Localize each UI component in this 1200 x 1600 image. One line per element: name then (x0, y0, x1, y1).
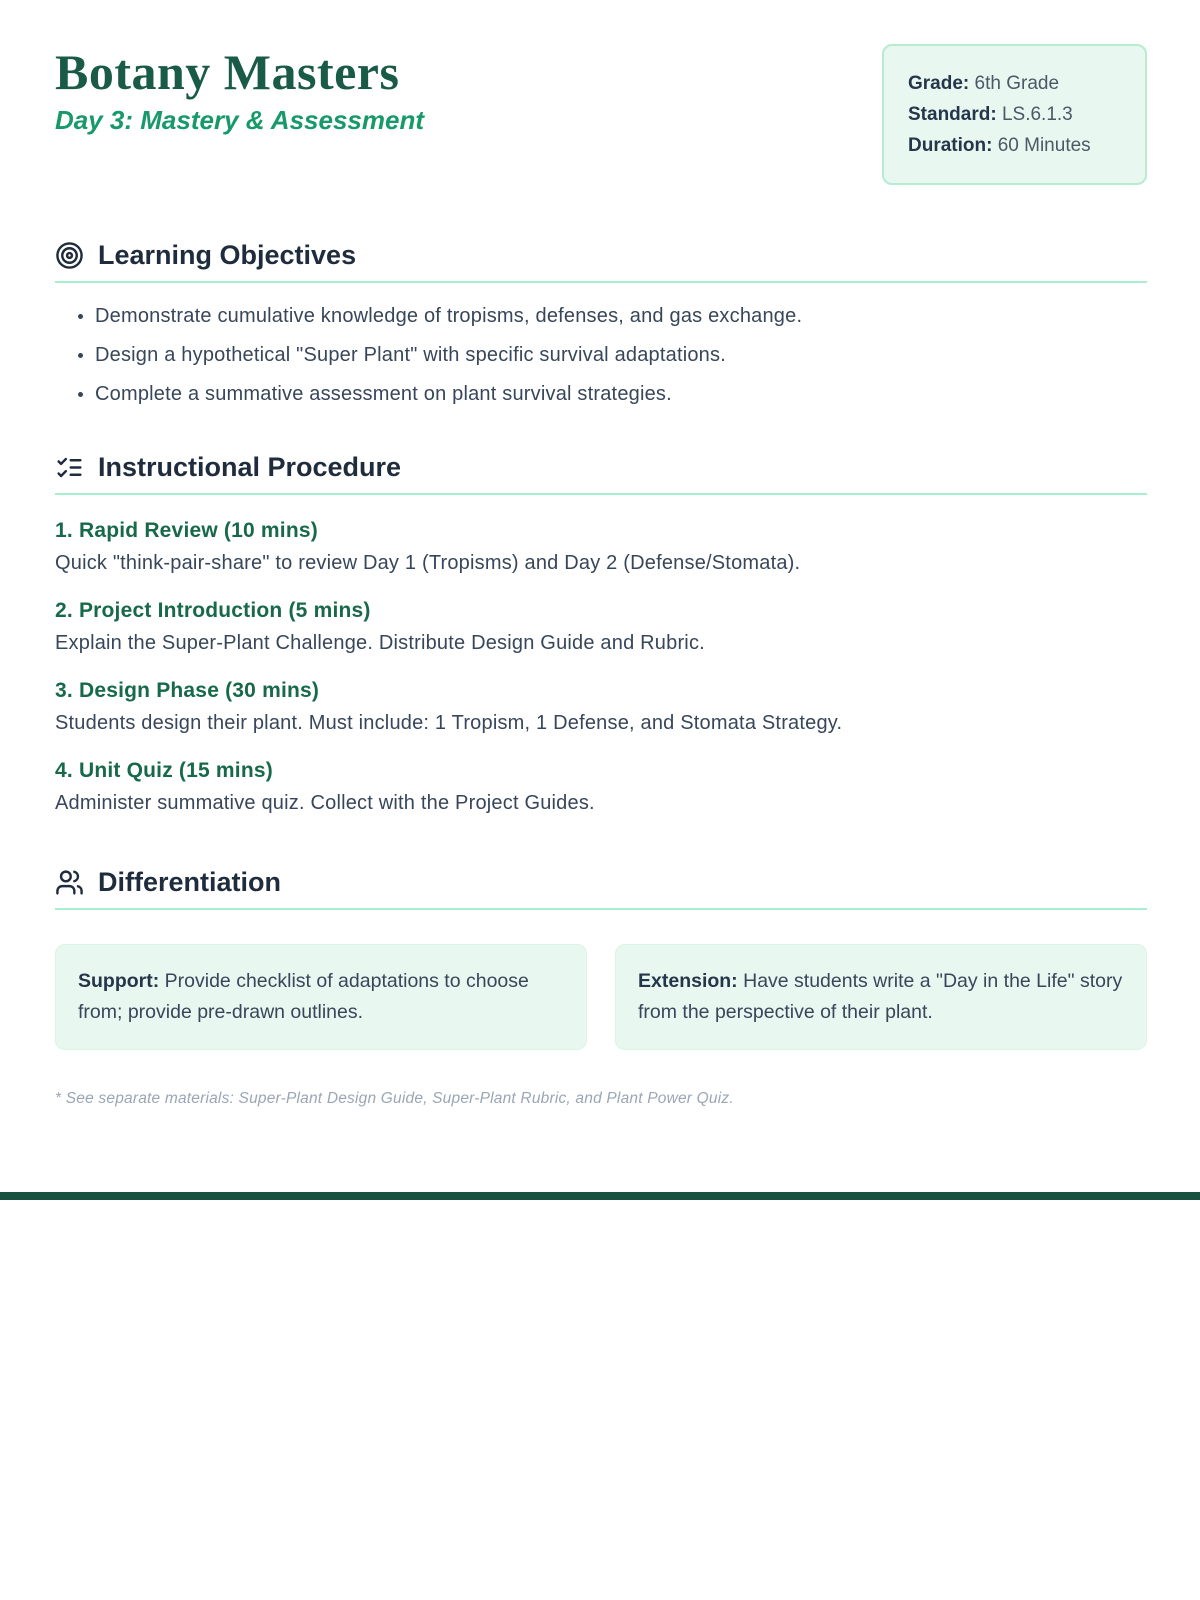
extension-label: Extension: (638, 970, 738, 992)
support-text: Provide checklist of adaptations to choose from; provide pre-drawn outlines. (78, 970, 529, 1023)
materials-footnote: * See separate materials: Super-Plant Design Guide, Super-Plant Rubric, and Plant Power Quiz. (55, 1090, 734, 1107)
list-checks-icon (55, 453, 84, 482)
info-grade (908, 68, 1121, 99)
objective-item: • Design a hypothetical "Super Plant" with specific survival adaptations. (95, 344, 1147, 367)
instructional-procedure-title: Instructional Procedure (98, 452, 402, 482)
learning-objectives-title: Learning Objectives (98, 240, 357, 270)
section-learning-objectives (55, 240, 1147, 406)
header (55, 44, 1147, 204)
standard-value: LS.6.1.3 (1001, 104, 1073, 125)
step-title: 3. Design Phase (30 mins) (55, 679, 320, 702)
objective-item: • Complete a summative assessment on plant survival strategies. (95, 383, 1147, 406)
differentiation-heading (55, 867, 1147, 910)
procedure-step (55, 679, 1147, 735)
step-description: Quick "think-pair-share" to review Day 1 (Tropisms) and Day 2 (Defense/Stomata). (55, 552, 801, 574)
extension-box (615, 944, 1147, 1050)
extension-text: Have students write a "Day in the Life" story from the perspective of their plant. (638, 970, 1123, 1023)
target-icon (55, 241, 84, 270)
objectives-list (55, 305, 1147, 406)
step-title: 2. Project Introduction (5 mins) (55, 599, 371, 622)
users-icon (55, 868, 84, 897)
section-instructional-procedure (55, 452, 1147, 815)
page-subtitle: Day 3: Mastery & Assessment (55, 105, 424, 135)
instructional-procedure-heading (55, 452, 1147, 495)
lesson-info-card (882, 44, 1147, 185)
support-box (55, 944, 587, 1050)
info-standard (908, 99, 1121, 130)
step-description: Administer summative quiz. Collect with the Project Guides. (55, 792, 595, 814)
title-block (55, 44, 424, 136)
section-differentiation (55, 867, 1147, 1050)
grade-value: 6th Grade (974, 73, 1060, 94)
procedure-step (55, 759, 1147, 815)
page-title: Botany Masters (55, 44, 400, 100)
grade-label: Grade: (908, 73, 970, 94)
step-description: Explain the Super-Plant Challenge. Distribute Design Guide and Rubric. (55, 632, 705, 654)
support-label: Support: (78, 970, 160, 992)
procedure-step (55, 599, 1147, 655)
objective-item: • Demonstrate cumulative knowledge of tropisms, defenses, and gas exchange. (95, 305, 1147, 328)
bottom-accent-bar (0, 1192, 1200, 1200)
step-title: 4. Unit Quiz (15 mins) (55, 759, 273, 782)
differentiation-grid (55, 944, 1147, 1050)
procedure-steps (55, 519, 1147, 815)
standard-label: Standard: (908, 104, 997, 125)
duration-label: Duration: (908, 135, 993, 156)
step-title: 1. Rapid Review (10 mins) (55, 519, 318, 542)
duration-value: 60 Minutes (997, 135, 1091, 156)
step-description: Students design their plant. Must include: 1 Tropism, 1 Defense, and Stomata Strategy. (55, 712, 843, 734)
learning-objectives-heading (55, 240, 1147, 283)
differentiation-title: Differentiation (98, 867, 282, 897)
info-duration (908, 130, 1121, 161)
procedure-step (55, 519, 1147, 575)
